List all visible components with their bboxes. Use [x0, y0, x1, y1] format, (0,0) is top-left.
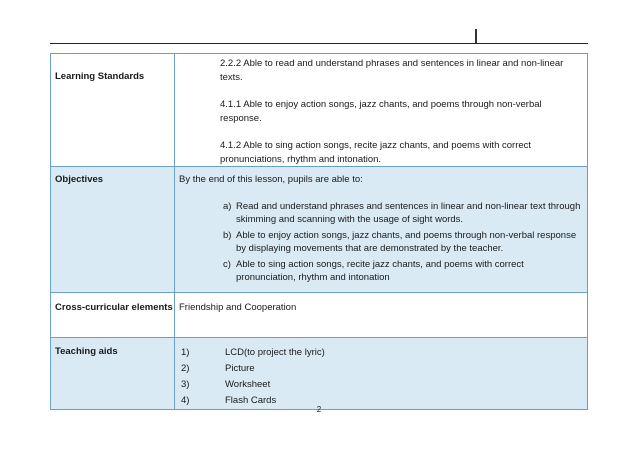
learning-standards-label: Learning Standards — [51, 54, 175, 167]
objective-text: Read and understand phrases and sentences in linear and non-linear text through skimming and scanning with the usage of sight words. — [236, 200, 581, 225]
header-tick-mark — [475, 29, 477, 43]
learning-standard-item: 2.2.2 Able to read and understand phrases and sentences in linear and non-linear texts. — [220, 58, 564, 83]
teaching-aid-text: LCD(to project the lyric) — [225, 346, 325, 358]
teaching-aid-number: 4) — [181, 394, 190, 406]
objective-item — [179, 229, 581, 256]
objectives-row — [51, 167, 588, 293]
page-number: 2 — [316, 405, 322, 414]
teaching-aids-content — [175, 337, 588, 409]
objective-text: Able to sing action songs, recite jazz chants, and poems with correct pronunciation, rhythm and intonation — [236, 258, 524, 283]
teaching-aid-text: Flash Cards — [225, 394, 277, 406]
objectives-content — [175, 167, 588, 293]
cross-curricular-value: Friendship and Cooperation — [175, 292, 588, 337]
teaching-aid-number: 3) — [181, 378, 190, 390]
objectives-intro: By the end of this lesson, pupils are able to: — [179, 174, 363, 185]
teaching-aid-number: 2) — [181, 362, 190, 374]
objective-marker: c) — [223, 258, 231, 270]
teaching-aid-number: 1) — [181, 346, 190, 358]
teaching-aids-list — [179, 345, 587, 409]
cross-curricular-label: Cross-curricular elements — [51, 292, 175, 337]
teaching-aid-text: Picture — [225, 362, 255, 374]
lesson-plan-table — [50, 53, 588, 410]
learning-standards-row — [51, 54, 588, 167]
objectives-list — [179, 200, 581, 292]
header-rule — [50, 43, 588, 44]
cross-curricular-row — [51, 292, 588, 337]
learning-standard-item: 4.1.1 Able to enjoy action songs, jazz chants, and poems through non-verbal response. — [220, 99, 542, 124]
objective-text: Able to enjoy action songs, jazz chants, and poems through non-verbal response by displaying movements that are demonstrated by the teacher. — [236, 229, 577, 254]
teaching-aids-label: Teaching aids — [51, 337, 175, 409]
teaching-aids-row — [51, 337, 588, 409]
teaching-aid-item — [179, 377, 587, 393]
objective-item — [179, 258, 581, 285]
objective-item — [179, 200, 581, 227]
objective-marker: a) — [223, 200, 232, 212]
learning-standard-item: 4.1.2 Able to sing action songs, recite jazz chants, and poems with correct pronunciations, rhythm and intonation. — [220, 140, 532, 165]
objective-marker: b) — [223, 229, 232, 241]
teaching-aid-text: Worksheet — [225, 378, 271, 390]
learning-standards-content — [175, 54, 588, 167]
teaching-aid-item — [179, 345, 587, 361]
objectives-label: Objectives — [51, 167, 175, 293]
teaching-aid-item — [179, 361, 587, 377]
